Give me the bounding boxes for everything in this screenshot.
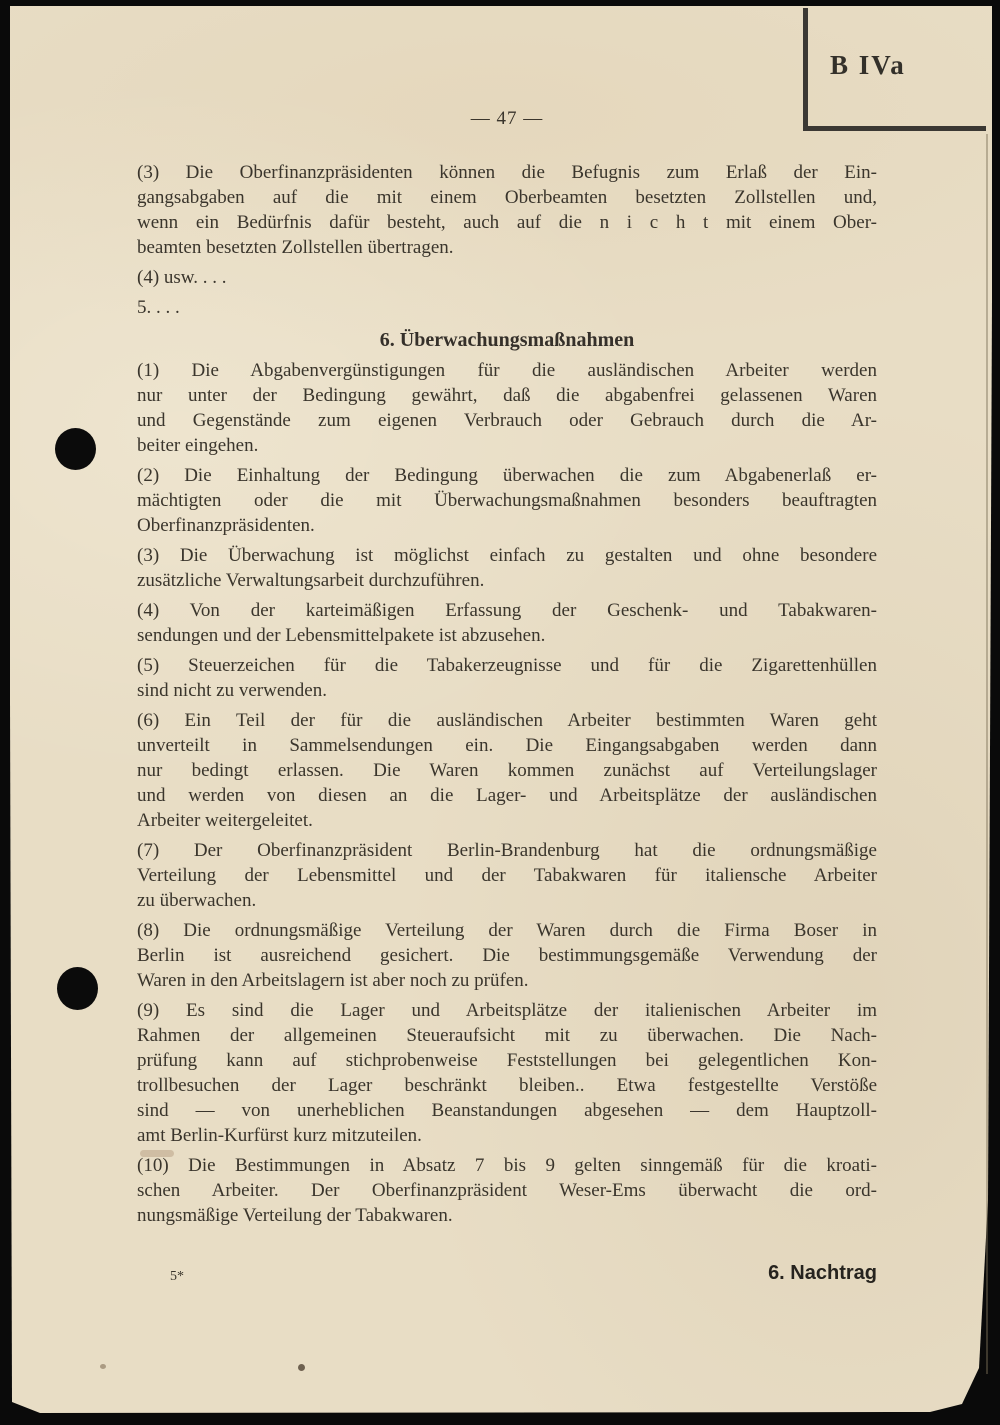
intro-paragraphs bbox=[137, 160, 877, 320]
text-line: (8) Die ordnungsmäßige Verteilung der Waren durch die Firma Boser in bbox=[137, 920, 877, 941]
paragraph bbox=[137, 918, 877, 993]
paragraph bbox=[137, 598, 877, 648]
text-line: (10) Die Bestimmungen in Absatz 7 bis 9 gelten sinngemäß für die kroati- bbox=[137, 1155, 877, 1176]
paragraph bbox=[137, 463, 877, 538]
supplement-label: 6. Nachtrag bbox=[768, 1262, 877, 1284]
paragraph bbox=[137, 160, 877, 260]
paragraph bbox=[137, 838, 877, 913]
text-line: amt Berlin-Kurfürst kurz mitzuteilen. bbox=[137, 1125, 422, 1146]
text-line: zusätzliche Verwaltungsarbeit durchzuführen. bbox=[137, 570, 485, 591]
page-number: — 47 — bbox=[470, 108, 544, 129]
text-line: prüfung kann auf stichprobenweise Feststellungen bei gelegentlichen Kon- bbox=[137, 1050, 877, 1071]
paragraph bbox=[137, 543, 877, 593]
paragraph bbox=[137, 708, 877, 833]
paper-speck bbox=[298, 1364, 305, 1371]
text-line: Rahmen der allgemeinen Steueraufsicht mit zu überwachen. Die Nach- bbox=[137, 1025, 877, 1046]
text-line: (9) Es sind die Lager und Arbeitsplätze der italienischen Arbeiter im bbox=[137, 1000, 877, 1021]
text-line: Waren in den Arbeitslagern ist aber noch zu prüfen. bbox=[137, 970, 529, 991]
paragraph bbox=[137, 653, 877, 703]
punch-hole-bottom bbox=[57, 967, 98, 1010]
paper-smudge bbox=[140, 1150, 174, 1157]
text-line: nur bedingt erlassen. Die Waren kommen zunächst auf Verteilungslager bbox=[137, 760, 877, 781]
text-line: und Gegenstände zum eigenen Verbrauch oder Gebrauch durch die Ar- bbox=[137, 410, 877, 431]
underlying-sheet-edge bbox=[986, 134, 988, 1374]
paragraph bbox=[137, 265, 877, 290]
text-line: (1) Die Abgabenvergünstigungen für die ausländischen Arbeiter werden bbox=[137, 360, 877, 381]
text-line: (3) Die Oberfinanzpräsidenten können die Befugnis zum Erlaß der Ein- bbox=[137, 162, 877, 183]
text-line: sendungen und der Lebensmittelpakete ist abzusehen. bbox=[137, 625, 546, 646]
text-line: Verteilung der Lebensmittel und der Tabakwaren für italiensche Arbeiter bbox=[137, 865, 877, 886]
text-line: (4) usw. . . . bbox=[137, 267, 227, 288]
text-line: beiter eingehen. bbox=[137, 435, 259, 456]
text-line: (4) Von der karteimäßigen Erfassung der Geschenk- und Tabakwaren- bbox=[137, 600, 877, 621]
paragraph bbox=[137, 295, 877, 320]
text-line: schen Arbeiter. Der Oberfinanzpräsident Weser-Ems überwacht die ord- bbox=[137, 1180, 877, 1201]
printer-signature-mark: 5* bbox=[170, 1269, 184, 1284]
paragraph bbox=[137, 998, 877, 1148]
text-line: (2) Die Einhaltung der Bedingung überwachen die zum Abgabenerlaß er- bbox=[137, 465, 877, 486]
section-paragraphs bbox=[137, 358, 877, 1228]
text-line: trollbesuchen der Lager beschränkt bleiben.. Etwa festgestellte Verstöße bbox=[137, 1075, 877, 1096]
page-footer bbox=[137, 1262, 877, 1285]
section-heading: 6. Überwachungsmaßnahmen bbox=[379, 329, 635, 351]
document-body bbox=[137, 160, 877, 1233]
text-line: beamten besetzten Zollstellen übertragen. bbox=[137, 237, 454, 258]
punch-hole-top bbox=[55, 428, 96, 470]
text-line: (7) Der Oberfinanzpräsident Berlin-Brandenburg hat die ordnungsmäßige bbox=[137, 840, 877, 861]
text-line: Oberfinanzpräsidenten. bbox=[137, 515, 315, 536]
text-line: nungsmäßige Verteilung der Tabakwaren. bbox=[137, 1205, 453, 1226]
text-line: und werden von diesen an die Lager- und Arbeitsplätze der ausländischen bbox=[137, 785, 877, 806]
text-line: wenn ein Bedürfnis dafür besteht, auch auf die n i c h t mit einem Ober- bbox=[137, 212, 877, 233]
text-line: (5) Steuerzeichen für die Tabakerzeugnisse und für die Zigarettenhüllen bbox=[137, 655, 877, 676]
text-line: gangsabgaben auf die mit einem Oberbeamten besetzten Zollstellen und, bbox=[137, 187, 877, 208]
text-line: Arbeiter weitergeleitet. bbox=[137, 810, 313, 831]
paper-speck bbox=[100, 1364, 106, 1369]
text-line: sind nicht zu verwenden. bbox=[137, 680, 327, 701]
text-line: unverteilt in Sammelsendungen ein. Die Eingangsabgaben werden dann bbox=[137, 735, 877, 756]
classification-tab-label: B IVa bbox=[830, 50, 906, 80]
text-line: 5. . . . bbox=[137, 297, 180, 318]
text-line: nur unter der Bedingung gewährt, daß die abgabenfrei gelassenen Waren bbox=[137, 385, 877, 406]
text-line: zu überwachen. bbox=[137, 890, 257, 911]
text-line: mächtigten oder die mit Überwachungsmaßnahmen besonders beauftragten bbox=[137, 490, 877, 511]
text-line: (3) Die Überwachung ist möglichst einfach zu gestalten und ohne besondere bbox=[137, 545, 877, 566]
text-line: (6) Ein Teil der für die ausländischen Arbeiter bestimmten Waren geht bbox=[137, 710, 877, 731]
text-line: sind — von unerheblichen Beanstandungen abgesehen — dem Hauptzoll- bbox=[137, 1100, 877, 1121]
paragraph bbox=[137, 358, 877, 458]
text-line: Berlin ist ausreichend gesichert. Die bestimmungsgemäße Verwendung der bbox=[137, 945, 877, 966]
paragraph bbox=[137, 1153, 877, 1228]
